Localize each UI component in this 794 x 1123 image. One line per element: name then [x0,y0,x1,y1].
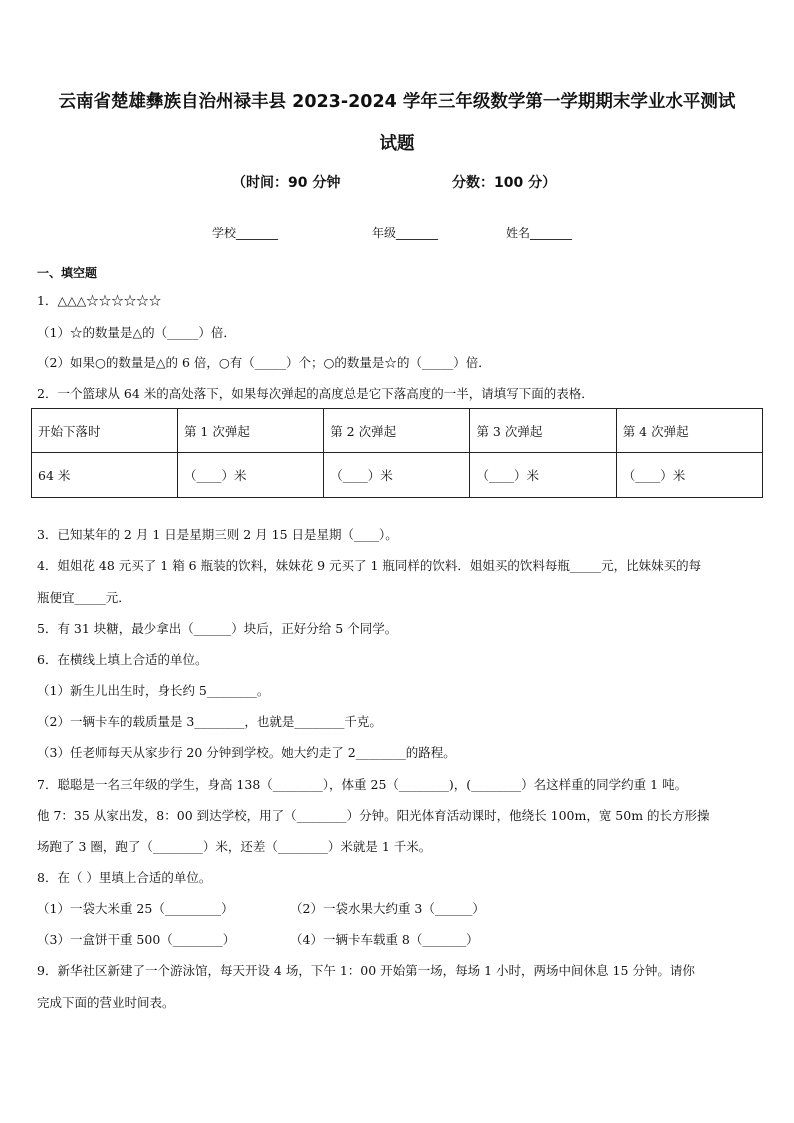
question-8-part-4: （4）一辆卡车载重 8（_______） [290,932,479,947]
table-cell: 第 3 次弹起 [470,409,616,453]
table-cell: 64 米 [32,453,178,498]
table-cell: 第 4 次弹起 [616,409,762,453]
name-field[interactable]: 姓名_______ [506,226,573,240]
question-3: 3．已知某年的 2 月 1 日是星期三则 2 月 15 日是星期（____）。 [37,527,398,542]
question-1-part-2: （2）如果○的数量是△的 6 倍，○有（_____）个；○的数量是☆的（_____）倍． [37,355,491,370]
time-limit: （时间：90 分钟 [232,175,341,191]
question-8-part-1: （1）一袋大米重 25（_________） [37,901,234,916]
question-1-part-1: （1）☆的数量是△的（_____）倍． [37,325,236,340]
question-8: 8．在（ ）里填上合适的单位。 [37,870,212,885]
answer-cell[interactable]: （____）米 [470,453,616,498]
question-7: 7．聪聪是一名三年级的学生，身高 138（________），体重 25（________)，(________）名这样重的同学约重 1 吨。 [37,777,688,792]
question-7-cont2: 场跑了 3 圈，跑了（________）米，还差（________）米就是 1 千米。 [37,839,432,854]
exam-meta [0,172,794,194]
question-9-cont: 完成下面的营业时间表。 [37,995,175,1010]
question-6-part-3: （3）任老师每天从家步行 20 分钟到学校。她大约走了 2________的路程。 [37,745,456,760]
total-score: 分数：100 分） [452,175,557,191]
question-9: 9．新华社区新建了一个游泳馆，每天开设 4 场，下午 1：00 开始第一场，每场 1 小时，两场中间休息 15 分钟。请你 [37,963,695,978]
question-8-part-2: （2）一袋水果大约重 3（______） [290,901,485,916]
question-6-part-1: （1）新生儿出生时，身长约 5________。 [37,683,270,698]
question-6: 6．在横线上填上合适的单位。 [37,652,208,667]
grade-field[interactable]: 年级_______ [372,226,439,240]
question-1: 1．△△△☆☆☆☆☆☆ [37,293,162,308]
question-4: 4．姐姐花 48 元买了 1 箱 6 瓶装的饮料，妹妹花 9 元买了 1 瓶同样的饮料．姐姐买的饮料每瓶_____元，比妹妹买的每 [37,558,702,573]
question-8-part-3: （3）一盒饼干重 500（________） [37,932,236,947]
question-4-cont: 瓶便宜_____元． [37,590,131,605]
school-field[interactable]: 学校_______ [212,226,279,240]
question-6-part-2: （2）一辆卡车的载质量是 3________，也就是________千克。 [37,714,382,729]
section-heading: 一、填空题 [37,266,98,280]
answer-cell[interactable]: （____）米 [324,453,470,498]
exam-title-line1: 云南省楚雄彝族自治州禄丰县 2023-2024 学年三年级数学第一学期期末学业水平测试 [58,92,736,112]
answer-cell[interactable]: （____）米 [177,453,323,498]
table-header-row [32,409,763,453]
table-row [32,453,763,498]
question-5: 5．有 31 块糖，最少拿出（______）块后，正好分给 5 个同学。 [37,621,398,636]
question-2: 2．一个篮球从 64 米的高处落下，如果每次弹起的高度总是它下落高度的一半，请填写下面的表格． [37,386,594,401]
bounce-table [31,408,763,498]
question-7-cont: 他 7：35 从家出发，8：00 到达学校，用了（________）分钟。阳光体育活动课时，他绕长 100m，宽 50m 的长方形操 [37,808,710,823]
answer-cell[interactable]: （____）米 [616,453,762,498]
table-cell: 开始下落时 [32,409,178,453]
table-cell: 第 2 次弹起 [324,409,470,453]
exam-title-line2: 试题 [379,134,415,154]
table-cell: 第 1 次弹起 [177,409,323,453]
student-info [0,224,794,244]
